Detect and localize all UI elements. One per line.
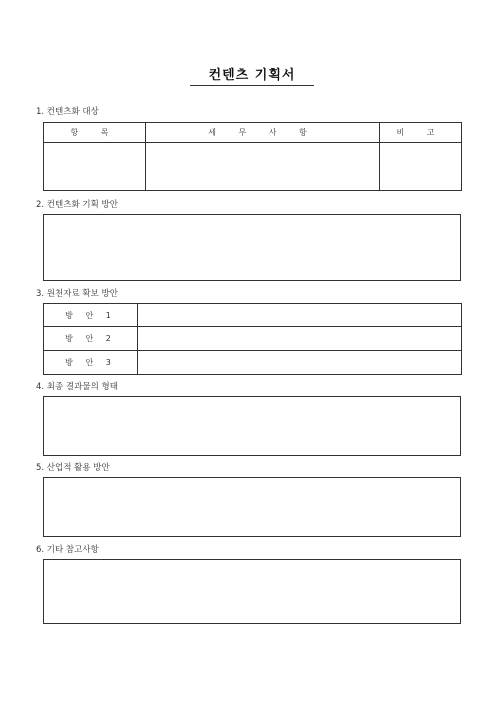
plan-label-2: 방 안 2 [44, 327, 138, 351]
document-title: 컨텐츠 기획서 [208, 68, 296, 83]
plan-label-1: 방 안 1 [44, 304, 138, 327]
title-underline [190, 85, 314, 86]
section-heading-5: 5. 산업적 활용 방안 [36, 463, 110, 473]
table-row [44, 143, 462, 191]
final-output-box[interactable] [43, 396, 461, 456]
cell-item[interactable] [44, 143, 146, 191]
section-heading-3: 3. 원천자료 확보 방안 [36, 289, 118, 299]
industrial-use-box[interactable] [43, 477, 461, 537]
section-heading-2: 2. 컨텐츠화 기획 방안 [36, 200, 118, 210]
section-heading-4: 4. 최종 결과물의 형태 [36, 382, 118, 392]
table-row [44, 327, 462, 351]
cell-details[interactable] [146, 143, 380, 191]
table-row [44, 351, 462, 375]
source-plan-table [43, 303, 462, 375]
plan-value-3[interactable] [138, 351, 462, 375]
cell-remarks[interactable] [380, 143, 462, 191]
planning-box[interactable] [43, 214, 461, 281]
plan-value-1[interactable] [138, 304, 462, 327]
header-details: 세 무 사 항 [146, 123, 380, 143]
section-heading-6: 6. 기타 참고사항 [36, 545, 99, 555]
table-row [44, 304, 462, 327]
header-remarks: 비 고 [380, 123, 462, 143]
target-table [43, 122, 462, 191]
section-heading-1: 1. 컨텐츠화 대상 [36, 107, 99, 117]
other-notes-box[interactable] [43, 559, 461, 624]
plan-label-3: 방 안 3 [44, 351, 138, 375]
header-item: 항 목 [44, 123, 146, 143]
plan-value-2[interactable] [138, 327, 462, 351]
table-header-row [44, 123, 462, 143]
